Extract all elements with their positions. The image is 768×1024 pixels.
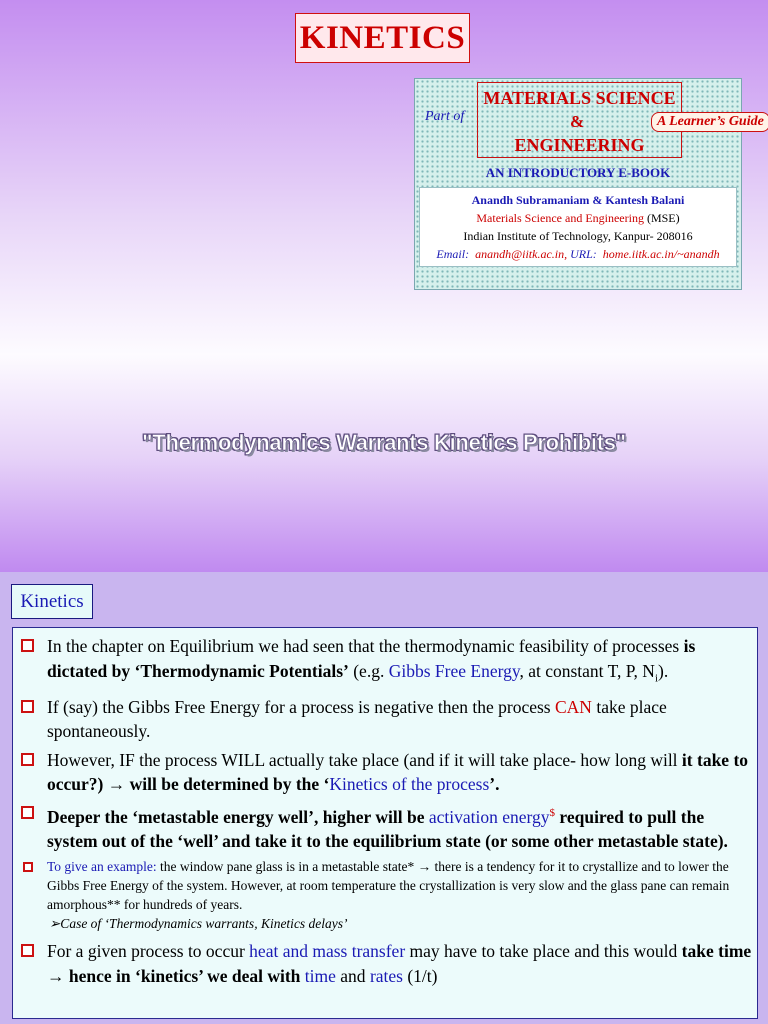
bullet-equilibrium: In the chapter on Equilibrium we had seen that the thermodynamic feasibility of processes is dictated by ‘Thermodynamic Potentials’ (e.g. Gibbs Free Energy, at constant T, P, $N_i$). (19, 634, 753, 691)
bullet-kinetics-process: However, IF the process WILL actually take place (and if it will take place- how long will it take to occur?) → will be determined by the ‘Kinetics of the process’. (19, 748, 753, 797)
learners-guide-badge: A Learner’s Guide (651, 112, 768, 132)
slide-quote: "Thermodynamics Warrants Kinetics Prohibits" (142, 430, 626, 455)
bullet-heat-mass-transfer: For a given process to occur heat and mass transfer may have to take place and this would take time → hence in ‘kinetics’ we deal with time and rates (1/t) (19, 939, 753, 988)
url-link[interactable]: home.iitk.ac.in/~anandh (602, 247, 720, 261)
slide-title: KINETICS (295, 13, 470, 63)
bullet-activation-energy: Deeper the ‘metastable energy well’, higher will be activation energy$ required to pull the system out of the ‘well’ and take it to the equilibrium state (or some other metastable state). (19, 801, 753, 854)
bullet-gibbs: If (say) the Gibbs Free Energy for a process is negative then the process CAN take place spontaneously. (19, 695, 753, 744)
authors-box (419, 187, 737, 267)
ebook-subtitle: AN INTRODUCTORY E-BOOK (485, 165, 671, 180)
bullet-glass-example: To give an example: the window pane glass is in a metastable state* → there is a tendency for it to crystallize and to lower the Gibbs Free Energy of the system. However, at room temperature the crystallization is very slow and the glass pane can remain amorphous** for hundreds of years. ➢Case of ‘Thermodynamics warrants, Kinetics delays’ (19, 857, 753, 933)
authors-institute: Indian Institute of Technology, Kanpur- 208016 (463, 229, 693, 243)
checkbox-bullet-icon (21, 700, 34, 713)
book-title-line2: ENGINEERING (514, 135, 645, 155)
checkbox-bullet-icon (21, 753, 34, 766)
checkbox-bullet-icon (21, 639, 34, 652)
ebook-banner (414, 78, 764, 290)
book-title-box (477, 82, 764, 158)
authors-contact: Email: anandh@iitk.ac.in, URL: home.iitk.ac.in/~anandh (436, 247, 720, 261)
book-title-ampersand: & (570, 112, 585, 131)
book-title-line1: MATERIALS SCIENCE (483, 88, 676, 108)
checkbox-bullet-icon (21, 806, 34, 819)
kinetics-heading: Kinetics (11, 584, 93, 619)
email-link[interactable]: anandh@iitk.ac.in, (475, 247, 568, 261)
glass-example-subpoint: ➢Case of ‘Thermodynamics warrants, Kinetics delays’ (49, 916, 348, 932)
checkbox-bullet-icon (23, 862, 33, 872)
authors-names: Anandh Subramaniam & Kantesh Balani (471, 193, 685, 207)
part-of-label: Part of (425, 109, 465, 124)
checkbox-bullet-icon (21, 944, 34, 957)
authors-department: Materials Science and Engineering (MSE) (476, 211, 680, 225)
kinetics-content-box (12, 627, 758, 1019)
